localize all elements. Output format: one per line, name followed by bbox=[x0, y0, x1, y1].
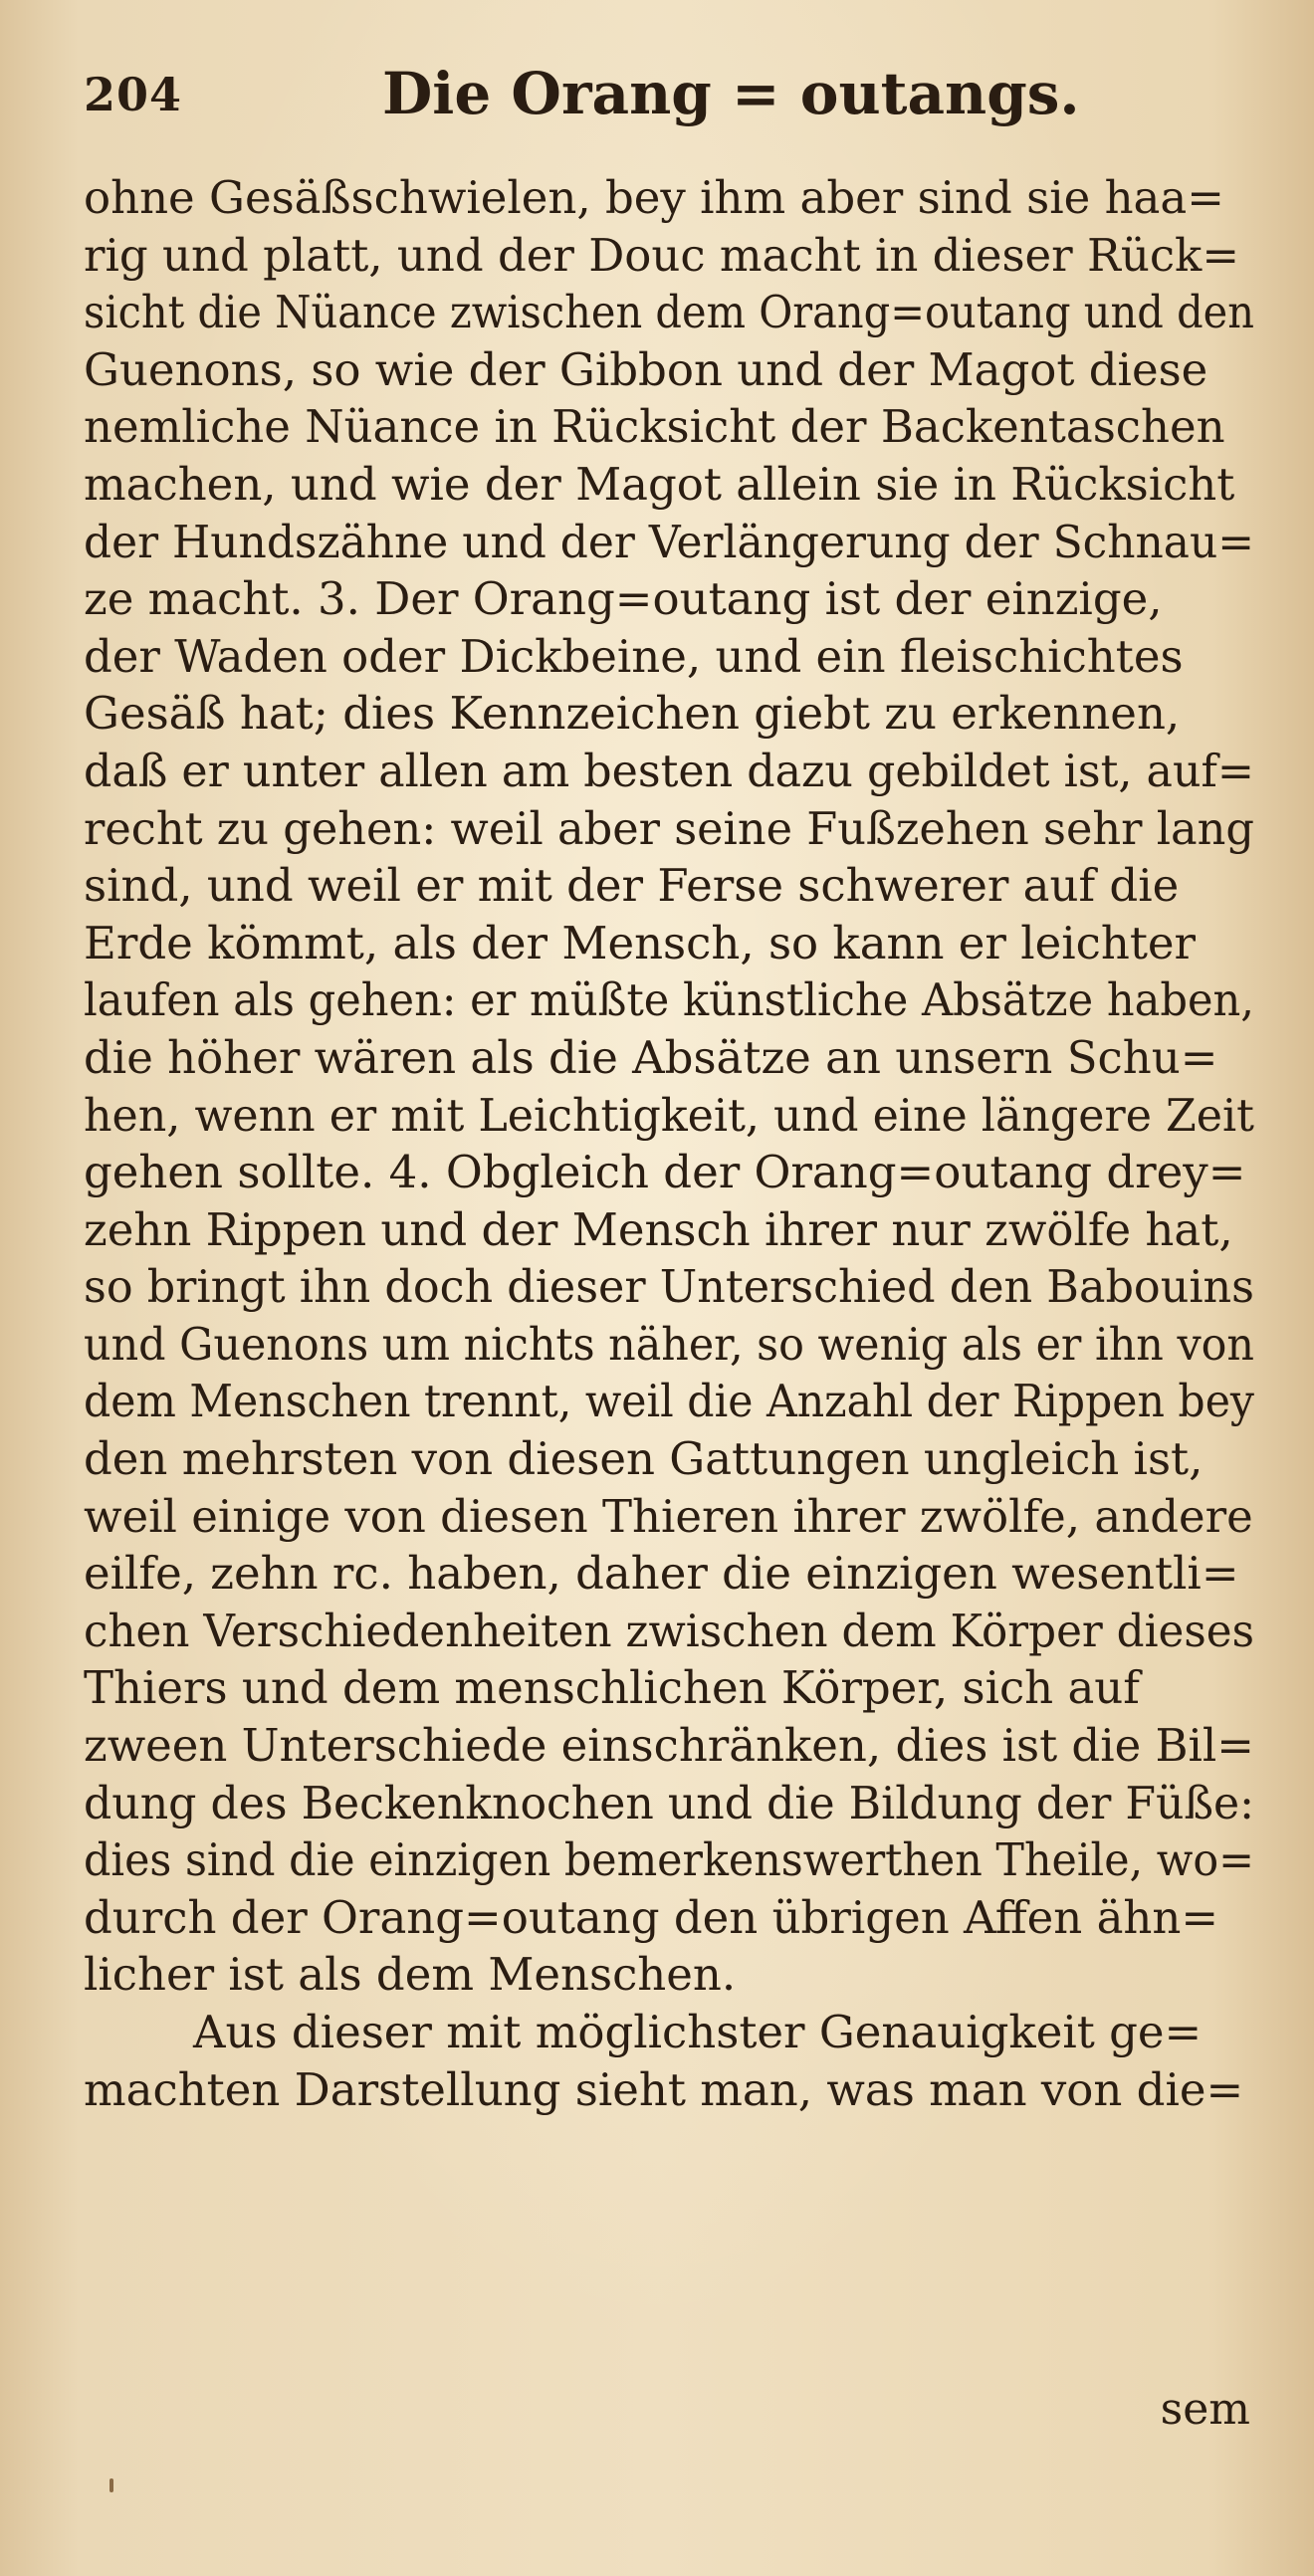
text-line: machen, und wie der Magot allein sie in Rücksicht bbox=[84, 457, 1235, 511]
text-line: eilfe, zehn rc. haben, daher die einzigen wesentli= bbox=[84, 1547, 1239, 1601]
ink-speck bbox=[110, 2478, 113, 2492]
text-line: rig und platt, und der Douc macht in dieser Rück= bbox=[84, 228, 1240, 282]
text-line: Erde kömmt, als der Mensch, so kann er leichter bbox=[84, 916, 1197, 969]
text-line: sind, und weil er mit der Ferse schwerer auf die bbox=[84, 859, 1180, 913]
text-line: Thiers und dem menschlichen Körper, sich auf bbox=[84, 1661, 1140, 1715]
text-line: ze macht. 3. Der Orang=outang ist der einzige, bbox=[84, 572, 1163, 626]
text-line: Gesäß hat; dies Kennzeichen giebt zu erkennen, bbox=[84, 687, 1181, 741]
body-text bbox=[84, 169, 1254, 2118]
text-line: durch der Orang=outang den übrigen Affen ähn= bbox=[84, 1890, 1219, 1944]
text-line: dung des Beckenknochen und die Bildung der Füße: bbox=[84, 1776, 1254, 1829]
page-number: 204 bbox=[84, 68, 183, 121]
text-line: der Waden oder Dickbeine, und ein fleischichtes bbox=[84, 629, 1184, 683]
text-line: machten Darstellung sieht man, was man von die= bbox=[84, 2062, 1244, 2116]
text-line: ohne Gesäßschwielen, bey ihm aber sind sie haa= bbox=[84, 171, 1224, 224]
text-line: zehn Rippen und der Mensch ihrer nur zwölfe hat, bbox=[84, 1202, 1233, 1256]
text-line: und Guenons um nichts näher, so wenig als er ihn von bbox=[84, 1317, 1254, 1371]
page-header bbox=[84, 42, 1230, 127]
text-line: den mehrsten von diesen Gattungen ungleich ist, bbox=[84, 1432, 1204, 1486]
text-line: die höher wären als die Absätze an unsern Schu= bbox=[84, 1030, 1218, 1084]
text-line: recht zu gehen: weil aber seine Fußzehen sehr lang bbox=[84, 801, 1254, 855]
text-line: hen, wenn er mit Leichtigkeit, und eine längere Zeit bbox=[84, 1088, 1254, 1142]
text-line: chen Verschiedenheiten zwischen dem Körper dieses bbox=[84, 1604, 1254, 1657]
text-line: so bringt ihn doch dieser Unterschied den Babouins bbox=[84, 1260, 1254, 1314]
text-line: licher ist als dem Menschen. bbox=[84, 1948, 737, 2002]
running-title: Die Orang = outangs. bbox=[382, 60, 1080, 127]
text-line: der Hundszähne und der Verlängerung der Schnau= bbox=[84, 515, 1254, 568]
text-line: sicht die Nüance zwischen dem Orang=outang und den bbox=[84, 286, 1254, 339]
text-line: nemliche Nüance in Rücksicht der Backentaschen bbox=[84, 400, 1225, 454]
text-line: daß er unter allen am besten dazu gebildet ist, auf= bbox=[84, 744, 1254, 797]
text-line: Guenons, so wie der Gibbon und der Magot diese bbox=[84, 342, 1208, 396]
catchword: sem bbox=[1160, 2384, 1250, 2435]
text-line: dies sind die einzigen bemerkenswerthen Theile, wo= bbox=[84, 1833, 1254, 1887]
text-line: zween Unterschiede einschränken, dies ist die Bil= bbox=[84, 1719, 1254, 1773]
paragraph-start-line: Aus dieser mit möglichster Genauigkeit ge= bbox=[193, 2006, 1203, 2058]
text-line: weil einige von diesen Thieren ihrer zwölfe, andere bbox=[84, 1489, 1253, 1543]
text-line: dem Menschen trennt, weil die Anzahl der Rippen bey bbox=[84, 1375, 1254, 1428]
text-line: laufen als gehen: er müßte künstliche Absätze haben, bbox=[84, 973, 1254, 1027]
text-line: gehen sollte. 4. Obgleich der Orang=outang drey= bbox=[84, 1146, 1246, 1199]
